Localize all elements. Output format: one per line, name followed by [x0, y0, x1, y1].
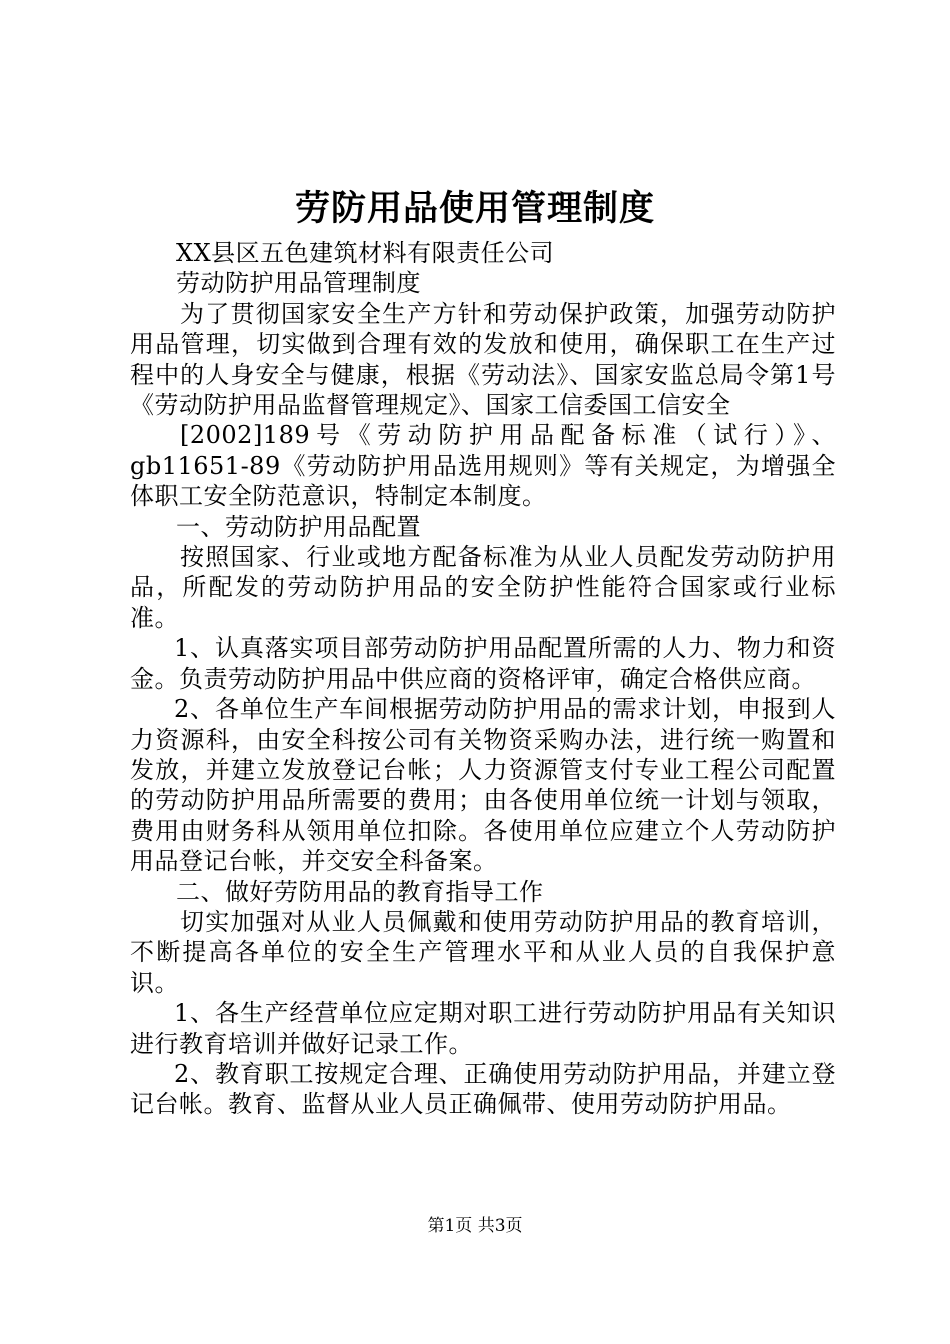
paragraph: 2、教育职工按规定合理、正确使用劳动防护用品，并建立登记台帐。教育、监督从业人员正确佩带、使用劳动防护用品。	[130, 1059, 836, 1119]
section-heading: 劳动防护用品管理制度	[176, 269, 421, 298]
document-title: 劳防用品使用管理制度	[294, 188, 655, 229]
document-body	[130, 238, 836, 1120]
page-footer: 第1页 共3页	[427, 1216, 523, 1236]
paragraph: 切实加强对从业人员佩戴和使用劳动防护用品的教育培训，不断提高各单位的安全生产管理水平和从业人员的自我保护意识。	[130, 907, 836, 997]
paragraph: [2002]189号《劳动防护用品配备标准（试行）》、gb11651-89《劳动防护用品选用规则》等有关规定，为增强全体职工安全防范意识，特制定本制度。	[130, 421, 836, 511]
section-heading: 一、劳动防护用品配置	[176, 512, 421, 541]
section-heading: 二、做好劳防用品的教育指导工作	[176, 877, 544, 906]
paragraph: 1、各生产经营单位应定期对职工进行劳动防护用品有关知识进行教育培训并做好记录工作。	[130, 999, 836, 1058]
paragraph: 按照国家、行业或地方配备标准为从业人员配发劳动防护用品，所配发的劳动防护用品的安全防护性能符合国家或行业标准。	[130, 543, 836, 632]
paragraph: 为了贯彻国家安全生产方针和劳动保护政策，加强劳动防护用品管理，切实做到合理有效的发放和使用，确保职工在生产过程中的人身安全与健康，根据《劳动法》、国家安监总局令第1号《劳动防护用品监督管理规定》、国家工信委国工信安全	[130, 299, 836, 420]
paragraph: 1、认真落实项目部劳动防护用品配置所需的人力、物力和资金。负责劳动防护用品中供应商的资格评审，确定合格供应商。	[130, 634, 836, 693]
company-name: XX县区五色建筑材料有限责任公司	[176, 239, 555, 267]
paragraph: 2、各单位生产车间根据劳动防护用品的需求计划，申报到人力资源科，由安全科按公司有关物资采购办法，进行统一购置和发放，并建立发放登记台帐；人力资源管支付专业工程公司配置的劳动防护用品所需要的费用；由各使用单位统一计划与领取，费用由财务科从领用单位扣除。各使用单位应建立个人劳动防护用品登记台帐，并交安全科备案。	[130, 695, 836, 876]
